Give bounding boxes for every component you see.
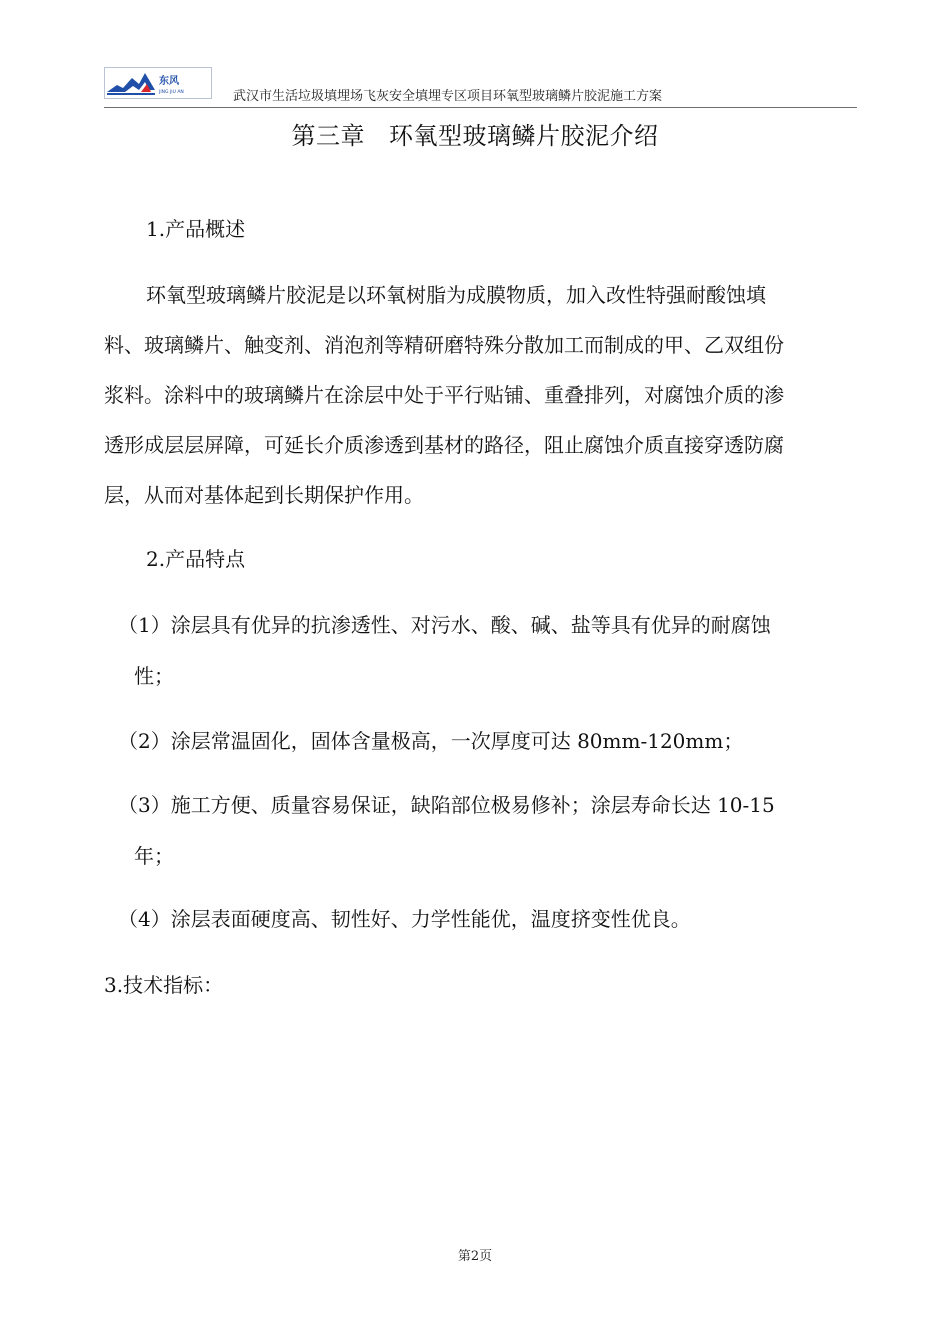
feature-item (104, 780, 864, 882)
running-header-title: 武汉市生活垃圾填埋场飞灰安全填埋专区项目环氧型玻璃鳞片胶泥施工方案 (233, 89, 663, 104)
feature-item (104, 894, 864, 945)
feature-text: （4）涂层表面硬度高、韧性好、力学性能优，温度挤变性优良。 (118, 907, 691, 931)
section-heading-features: 2.产品特点 (146, 547, 246, 571)
feature-text-continued: 性； (134, 664, 174, 688)
paragraph-line: 层，从而对基体起到长期保护作用。 (104, 483, 424, 507)
paragraph-line: 透形成层层屏障，可延长介质渗透到基材的路径，阻止腐蚀介质直接穿透防腐 (104, 433, 784, 457)
feature-text: （2）涂层常温固化，固体含量极高，一次厚度可达 80mm-120mm； (118, 729, 744, 753)
section-heading-overview: 1.产品概述 (146, 217, 246, 241)
header-divider (104, 107, 857, 108)
overview-paragraph (104, 270, 864, 520)
section-heading-specs: 3.技术指标： (104, 973, 224, 997)
chapter-name: 环氧型玻璃鳞片胶泥介绍 (389, 122, 659, 150)
feature-item (104, 716, 864, 767)
paragraph-line: 浆料。涂料中的玻璃鳞片在涂层中处于平行贴铺、重叠排列，对腐蚀介质的渗 (104, 383, 784, 407)
paragraph-line: 料、玻璃鳞片、触变剂、消泡剂等精研磨特殊分散加工而制成的甲、乙双组份 (104, 333, 784, 357)
feature-item (104, 600, 864, 702)
logo-subtext: JING JIU AN (159, 90, 184, 95)
logo-text: 东风 (159, 76, 179, 87)
page-number: 第2页 (457, 1249, 493, 1264)
feature-text: （1）涂层具有优异的抗渗透性、对污水、酸、碱、盐等具有优异的耐腐蚀 (118, 613, 771, 637)
chapter-title (0, 118, 950, 154)
chapter-number: 第三章 (291, 122, 365, 150)
feature-text: （3）施工方便、质量容易保证，缺陷部位极易修补；涂层寿命长达 10-15 (118, 793, 775, 817)
paragraph-line: 环氧型玻璃鳞片胶泥是以环氧树脂为成膜物质，加入改性特强耐酸蚀填 (146, 283, 766, 307)
feature-text-continued: 年； (134, 844, 174, 868)
